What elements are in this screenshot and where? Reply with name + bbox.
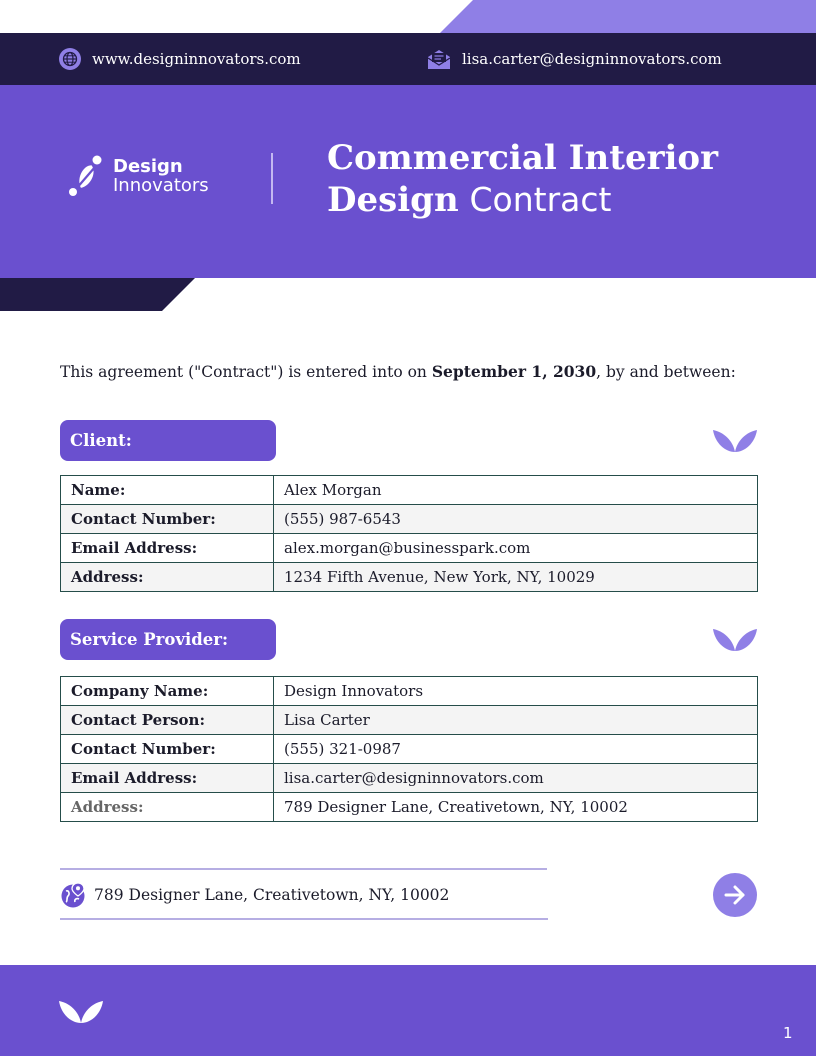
row-label: Contact Number: xyxy=(61,505,274,534)
table-row xyxy=(61,677,758,706)
row-label: Email Address: xyxy=(61,534,274,563)
client-table xyxy=(60,475,758,592)
email-text[interactable]: lisa.carter@designinnovators.com xyxy=(462,50,722,68)
footer-band xyxy=(0,965,816,1056)
company-logo xyxy=(68,155,209,197)
intro-date: September 1, 2030 xyxy=(431,362,597,381)
hero-foot-shape xyxy=(0,278,195,311)
table-row xyxy=(61,534,758,563)
website-text[interactable]: www.designinnovators.com xyxy=(92,50,301,68)
row-value: alex.morgan@businesspark.com xyxy=(274,534,758,563)
title-light-part: Contract xyxy=(469,180,612,219)
client-heading: Client: xyxy=(60,420,276,461)
map-pin-globe-icon xyxy=(60,882,86,908)
table-row xyxy=(61,706,758,735)
title-bold-line1: Commercial Interior xyxy=(327,138,719,178)
hero-divider xyxy=(271,153,273,204)
page-number: 1 xyxy=(783,1024,793,1042)
arrow-right-icon xyxy=(722,882,748,908)
title-bold-line2: Design xyxy=(327,180,459,220)
intro-paragraph xyxy=(60,362,760,381)
row-label: Contact Number: xyxy=(61,735,274,764)
table-row xyxy=(61,735,758,764)
leaf-icon xyxy=(712,627,758,653)
address-text: 789 Designer Lane, Creativetown, NY, 10002 xyxy=(94,886,450,904)
row-value: lisa.carter@designinnovators.com xyxy=(274,764,758,793)
row-label: Address: xyxy=(61,793,274,822)
row-label: Email Address: xyxy=(61,764,274,793)
row-value: Alex Morgan xyxy=(274,476,758,505)
row-value: 789 Designer Lane, Creativetown, NY, 10002 xyxy=(274,793,758,822)
row-value: (555) 321-0987 xyxy=(274,735,758,764)
table-row xyxy=(61,563,758,592)
row-label: Name: xyxy=(61,476,274,505)
logo-text xyxy=(113,157,209,195)
envelope-icon xyxy=(427,48,451,70)
row-value: 1234 Fifth Avenue, New York, NY, 10029 xyxy=(274,563,758,592)
intro-after: , by and between: xyxy=(596,363,736,381)
next-arrow-button[interactable] xyxy=(713,873,757,917)
contact-bar xyxy=(0,33,816,85)
table-row xyxy=(61,505,758,534)
row-value: Design Innovators xyxy=(274,677,758,706)
row-label: Company Name: xyxy=(61,677,274,706)
leaf-icon xyxy=(59,1000,103,1024)
table-row xyxy=(61,476,758,505)
table-row xyxy=(61,764,758,793)
logo-mark-icon xyxy=(68,155,104,197)
provider-heading: Service Provider: xyxy=(60,619,276,660)
email-contact[interactable] xyxy=(427,33,722,85)
row-value: (555) 987-6543 xyxy=(274,505,758,534)
website-contact[interactable] xyxy=(59,33,301,85)
table-row xyxy=(61,793,758,822)
document-title xyxy=(327,137,787,221)
globe-icon xyxy=(59,48,81,70)
row-value: Lisa Carter xyxy=(274,706,758,735)
logo-line2: Innovators xyxy=(113,175,209,196)
address-bar xyxy=(60,882,449,908)
logo-line1: Design xyxy=(113,156,183,177)
row-label: Contact Person: xyxy=(61,706,274,735)
address-rule-bottom xyxy=(60,918,548,920)
top-accent-shape xyxy=(440,0,816,33)
provider-table xyxy=(60,676,758,822)
intro-before: This agreement ("Contract") is entered into on xyxy=(60,363,432,381)
leaf-icon xyxy=(712,428,758,454)
row-label: Address: xyxy=(61,563,274,592)
address-rule-top xyxy=(60,868,547,870)
